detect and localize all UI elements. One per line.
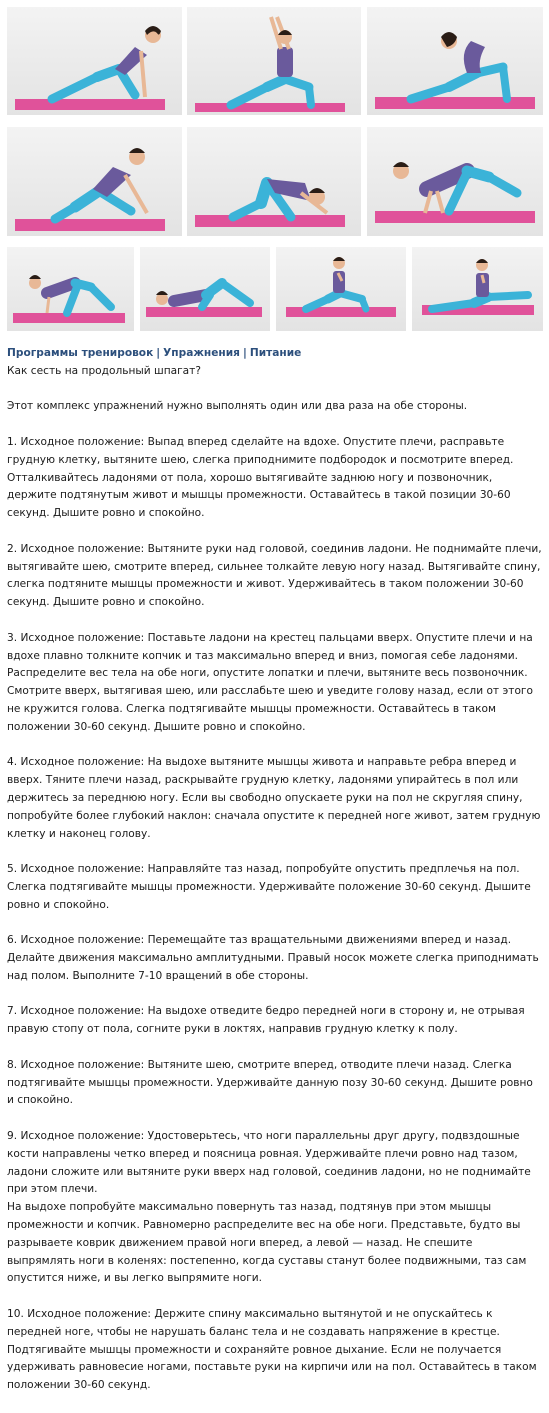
pose-photo-4 — [7, 127, 182, 236]
step-text: 7. Исходное положение: На выдохе отведите бедро передней ноги в сторону и, не отрывая правую стопу от пола, согните руки в локтях, направив грудную клетку к полу. — [7, 1005, 525, 1036]
nav-programs-link[interactable]: Программы тренировок — [7, 347, 154, 359]
pose-photo-7 — [7, 247, 134, 331]
pose-photo-8 — [140, 247, 270, 331]
pose-photo-3 — [367, 7, 543, 115]
step-8 — [7, 1057, 543, 1110]
step-9 — [7, 1128, 543, 1288]
step-text: На выдохе попробуйте максимально повернуть таз назад, подтянув при этом мышцы промежности и копчик. Равномерно распределите вес на обе ноги. Представьте, будто вы разрываете коврик движением правой ноги вперед, а левой — назад. Не спешите выпрямлять ноги в коленях: постепенно, когда суставы станут более подвижными, таз сам опустится ниже, и вы легко выпрямите ноги. — [7, 1201, 527, 1285]
step-7 — [7, 1003, 543, 1039]
nav-separator: | — [242, 347, 247, 359]
step-6 — [7, 932, 543, 985]
nav-exercises-link[interactable]: Упражнения — [163, 347, 240, 359]
step-3 — [7, 630, 543, 737]
pose-photo-6 — [367, 127, 543, 236]
pose-photo-1 — [7, 7, 182, 115]
pose-photo-2 — [187, 7, 361, 115]
nav-separator: | — [156, 347, 161, 359]
step-text: 2. Исходное положение: Вытяните руки над головой, соединив ладони. Не поднимайте плечи, вытягивайте шею, смотрите вперед, сильнее толкайте левую ногу назад. Вытягивайте спину, слегка подтяните мышцы промежности и живот. Удерживайтесь в таком положении 30-60 секунд. Дышите ровно и спокойно. — [7, 542, 542, 609]
step-text: 8. Исходное положение: Вытяните шею, смотрите вперед, отводите плечи назад. Слегка подтягивайте мышцы промежности. Удерживайте данную позу 30-60 секунд. Дышите ровно и спокойно. — [7, 1058, 533, 1107]
nav-nutrition-link[interactable]: Питание — [249, 347, 302, 359]
step-text: 3. Исходное положение: Поставьте ладони на крестец пальцами вверх. Опустите плечи и на вдохе плавно толкните копчик и таз максимально вперед и вниз, помогая себе ладонями. Распределите вес тела на обе ноги, опустите лопатки и плечи, вытяните весь позвоночник. Смотрите вверх, вытягивая шею, или расслабьте шею и уведите голову назад, если от этого не кружится голова. Слегка подтягивайте мышцы промежности. Оставайтесь в таком положении 30-60 секунд. Дышите ровно и спокойно. — [7, 631, 533, 733]
step-2 — [7, 541, 543, 612]
pose-photo-10 — [412, 247, 543, 331]
step-text: 4. Исходное положение: На выдохе вытяните мышцы живота и направьте ребра вперед и вверх. Тяните плечи назад, раскрывайте грудную клетку, ладонями упирайтесь в пол или держитесь за переднюю ногу. Если вы свободно опускаете руки на пол не скругляя спину, попробуйте более глубокий наклон: сначала опустите к передней ноге живот, затем грудную клетку и наконец голову. — [7, 756, 541, 840]
step-text: 1. Исходное положение: Выпад вперед сделайте на вдохе. Опустите плечи, расправьте грудную клетку, вытяните шею, слегка приподнимите подбородок и посмотрите вперед. — [7, 435, 514, 466]
article-intro: Этот комплекс упражнений нужно выполнять один или два раза на обе стороны. — [7, 400, 468, 413]
article-text — [7, 345, 543, 1413]
step-10 — [7, 1306, 543, 1395]
article-question: Как сесть на продольный шпагат? — [7, 364, 201, 377]
step-text: 10. Исходное положение: Держите спину максимально вытянутой и не опускайтесь к передней ноге, чтобы не нарушать баланс тела и не создавать напряжение в крестце. Подтягивайте мышцы промежности и сохраняйте ровное дыхание. Если не получается удерживать равновесие ногами, поставьте руки на кирпичи или на пол. Оставайтесь в таком положении 30-60 секунд. — [7, 1308, 537, 1392]
pose-photo-5 — [187, 127, 361, 236]
step-4 — [7, 754, 543, 843]
pose-photo-9 — [276, 247, 406, 331]
step-1 — [7, 434, 543, 523]
step-text: 9. Исходное положение: Удостоверьтесь, что ноги параллельны друг другу, подвздошные кости направлены четко вперед и поясница ровная. Удерживайте плечи ровно над тазом, ладони сложите или вытяните руки вверх над головой, соединив ладони, но не поднимайте при этом плечи. — [7, 1130, 531, 1196]
step-text: 6. Исходное положение: Перемещайте таз вращательными движениями вперед и назад. Делайте движения максимально амплитудными. Правый носок можете слегка приподнимать над полом. Выполните 7-10 вращений в обе стороны. — [7, 934, 539, 982]
step-5 — [7, 861, 543, 914]
nav-links — [7, 345, 543, 363]
step-text: Отталкивайтесь ладонями от пола, хорошо вытягивайте заднюю ногу и позвоночник, держите подтянутым живот и мышцы промежности. Оставайтесь в такой позиции 30-60 секунд. Дышите ровно и спокойно. — [7, 471, 511, 520]
step-text: 5. Исходное положение: Направляйте таз назад, попробуйте опустить предплечья на пол. Слегка подтягивайте мышцы промежности. Удерживайте положение 30-60 секунд. Дышите ровно и спокойно. — [7, 863, 531, 911]
